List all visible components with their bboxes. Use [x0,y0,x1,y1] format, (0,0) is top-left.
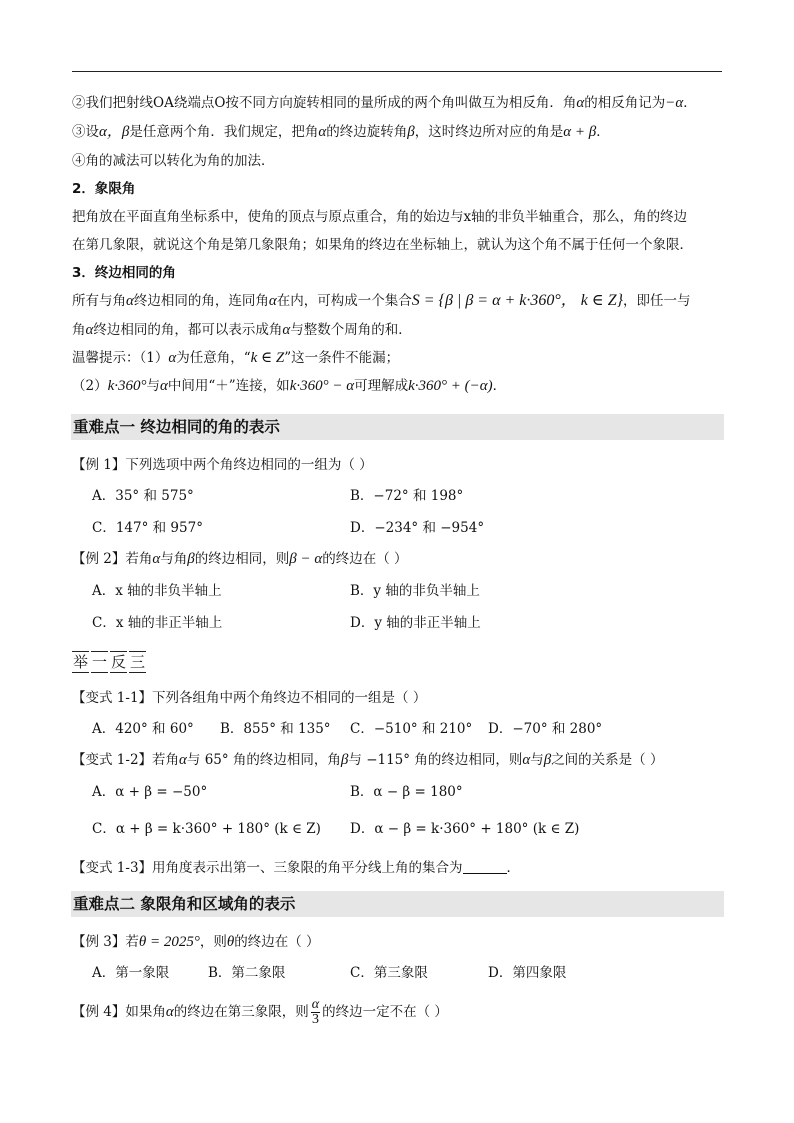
heading-quadrant-angle: 2．象限角 [72,181,136,197]
header-rule [72,71,722,72]
example-3-option-b: B．第二象限 [208,965,286,981]
variant-1-1-option-c: C．−510° 和 210° [350,721,473,737]
practice-stamp [72,651,146,673]
fraction-alpha-over-3: $\frac{\alpha}{3}$ [311,997,320,1027]
variant-1-3-question: 【变式 1-3】用角度表示出第一、三象限的角平分线上角的集合为 ． [72,860,521,876]
variant-1-1-question: 【变式 1-1】下列各组角中两个角终边不相同的一组是（ ） [72,690,427,706]
variant-1-1-option-b: B．855° 和 135° [220,721,331,737]
example-2-option-c: C．x 轴的非正半轴上 [92,615,223,631]
example-3-option-d: D．第四象限 [488,965,567,981]
stamp-char: 反 [110,653,126,671]
heading-coterminal-angle: 3．终边相同的角 [72,265,176,281]
text-line-tip-1: 温馨提示：（1）α为任意角，“k ∈ Z”这一条件不能漏； [72,350,400,366]
example-2-option-a: A．x 轴的非负半轴上 [92,583,222,599]
variant-1-2-question: 【变式 1-2】若角α与 65° 角的终边相同，角β与 −115° 角的终边相同，则α与β之间的关系是（ ） [72,752,664,768]
stamp-char: 一 [91,653,107,671]
example-1-question: 【例 1】下列选项中两个角终边相同的一组为（ ） [72,457,373,473]
section-heading-1: 重难点一 终边相同的角的表示 [71,414,724,440]
example-1-option-b: B．−72° 和 198° [350,488,464,504]
example-4-question: 【例 4】如果角α的终边在第三象限，则 $\frac{\alpha}{3}$ 的终边一定不在（ ） [72,997,448,1027]
text-line-quadrant-1: 把角放在平面直角坐标系中，使角的顶点与原点重合，角的始边与x轴的非负半轴重合，那么，角的终边 [72,209,688,225]
example-1-option-d: D．−234° 和 −954° [350,520,485,536]
text-line-opposite-angle: ②我们把射线OA绕端点O按不同方向旋转相同的量所成的两个角叫做互为相反角．角α的相反角记为−α． [72,95,697,111]
example-2-option-d: D．y 轴的非正半轴上 [350,615,481,631]
example-1-option-a: A．35° 和 575° [92,488,194,504]
text-line-subtraction: ④角的减法可以转化为角的加法． [72,153,275,169]
variant-1-2-option-a: A．α + β = −50° [92,784,208,800]
example-3-option-c: C．第三象限 [350,965,428,981]
text-line-coterminal-set: 所有与角α终边相同的角，连同角α在内，可构成一个集合S = {β | β = α + k·360°， k ∈ Z}，即任一与 [72,292,691,309]
example-3-question: 【例 3】若θ = 2025°，则θ的终边在（ ） [72,934,320,950]
variant-1-2-option-b: B．α − β = 180° [350,784,463,800]
text-line-angle-addition: ③设α，β是任意两个角．我们规定，把角α的终边旋转角β，这时终边所对应的角是α + β． [72,124,610,140]
example-1-option-c: C．147° 和 957° [92,520,203,536]
variant-1-2-option-c: C．α + β = k·360° + 180° (k ∈ Z) [92,821,321,837]
answer-blank[interactable] [463,859,507,874]
variant-1-1-option-d: D．−70° 和 280° [488,721,603,737]
variant-1-2-option-d: D．α − β = k·360° + 180° (k ∈ Z) [350,821,580,837]
section-heading-2: 重难点二 象限角和区域角的表示 [71,891,724,917]
stamp-char: 三 [129,653,145,671]
text-line-quadrant-2: 在第几象限，就说这个角是第几象限角；如果角的终边在坐标轴上，就认为这个角不属于任何一个象限． [72,237,693,253]
example-3-option-a: A．第一象限 [92,965,170,981]
variant-1-1-option-a: A．420° 和 60° [92,721,194,737]
example-2-option-b: B．y 轴的非负半轴上 [350,583,480,599]
text-line-tip-2: （2）k·360°与α中间用“＋”连接，如k·360° − α可理解成k·360° + (−α)． [72,378,507,394]
example-2-question: 【例 2】若角α与角β的终边相同，则β − α的终边在（ ） [72,551,408,567]
stamp-char: 举 [72,653,88,671]
text-line-coterminal-sum: 角α终边相同的角，都可以表示成角α与整数个周角的和． [72,322,412,338]
